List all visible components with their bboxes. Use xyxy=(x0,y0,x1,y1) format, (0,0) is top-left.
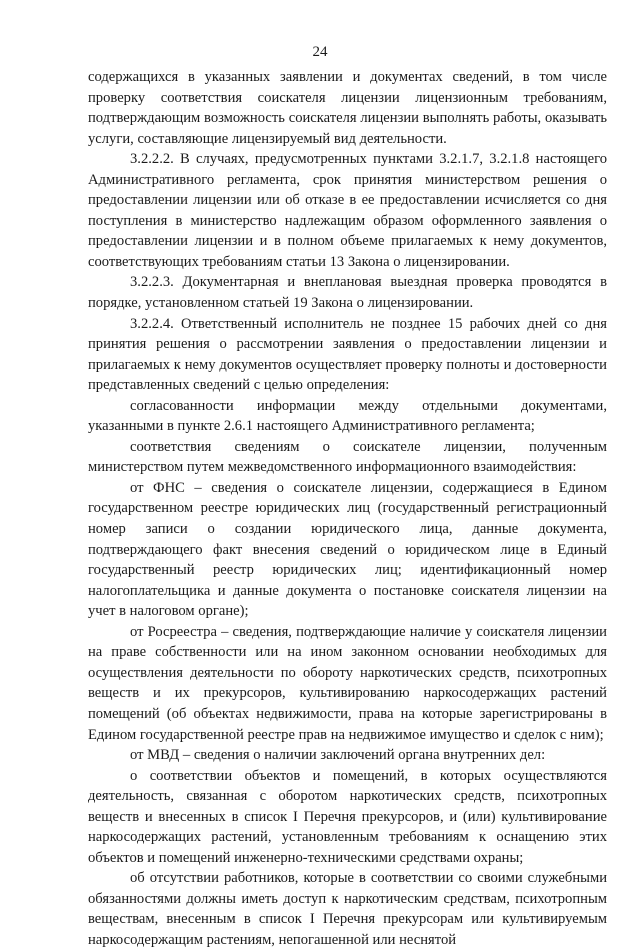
paragraph-3-2-2-2: 3.2.2.2. В случаях, предусмотренных пунктами 3.2.1.7, 3.2.1.8 настоящего Административного регламента, срок принятия министерством решения о предоставлении лицензии или об отказе в ее предоставлении исчисляется со дня поступления в министерство надлежащим образом оформленного заявления о предоставлении лицензии и в полном объеме прилагаемых к нему документов, соответствующих требованиям статьи 13 Закона о лицензировании. xyxy=(88,151,607,270)
paragraph-mvd: от МВД – сведения о наличии заключений органа внутренних дел: xyxy=(130,747,546,764)
document-body xyxy=(88,67,607,951)
paragraph-continuation: содержащихся в указанных заявлении и документах сведений, в том числе проверку соответствия соискателя лицензии лицензионным требованиям, подтверждающим возможность соискателя лицензии выполнять работы, оказывать услуги, составляющие лицензируемый вид деятельности. xyxy=(88,69,607,147)
paragraph-objects-compliance: о соответствии объектов и помещений, в которых осуществляются деятельность, связанная с оборотом наркотических средств, психотропных веществ и внесенных в список I Перечня прекурсоров, и (или) культивирование наркосодержащих растений, установленным требованиям к оснащению этих объектов и помещений инженерно-техническими средствами охраны; xyxy=(88,767,607,866)
paragraph-compliance: соответствия сведениям о соискателе лицензии, полученным министерством путем межведомственного информационного взаимодействия: xyxy=(88,438,607,476)
paragraph-no-employees: об отсутствии работников, которые в соответствии со своими служебными обязанностями должны иметь доступ к наркотическим средствам, психотропным веществам, внесенным в список I Перечня прекурсорам или культивируемым наркосодержащим растениям, непогашенной или неснятой xyxy=(88,870,607,948)
paragraph-3-2-2-3: 3.2.2.3. Документарная и внеплановая выездная проверка проводятся в порядке, установленном статьей 19 Закона о лицензировании. xyxy=(88,274,607,312)
paragraph-fns: от ФНС – сведения о соискателе лицензии, содержащиеся в Едином государственном реестре юридических лиц (государственный регистрационный номер записи о создании юридического лица, данные документа, подтверждающего факт внесения сведений о юридическом лице в Единый государственный реестр юридических лиц; идентификационный номер налогоплательщика и данные документа о постановке соискателя лицензии на учет в налоговом органе); xyxy=(88,479,607,620)
paragraph-consistency: согласованности информации между отдельными документами, указанными в пункте 2.6.1 настоящего Административного регламента; xyxy=(88,397,607,435)
page-number: 24 xyxy=(312,44,328,60)
paragraph-3-2-2-4: 3.2.2.4. Ответственный исполнитель не позднее 15 рабочих дней со дня принятия решения о рассмотрении заявления о предоставлении лицензии и прилагаемых к нему документов осуществляет проверку полноты и достоверности представленных сведений с целью определения: xyxy=(88,315,607,394)
paragraph-rosreestr: от Росреестра – сведения, подтверждающие наличие у соискателя лицензии на праве собственности или на ином законном основании необходимых для осуществления деятельности по обороту наркотических средств, психотропных веществ и их прекурсоров, культивированию наркосодержащих растений помещений (об объектах недвижимости, права на которые зарегистрированы в Едином государственной реестре прав на недвижимое имущество и сделок с ним); xyxy=(88,623,607,743)
